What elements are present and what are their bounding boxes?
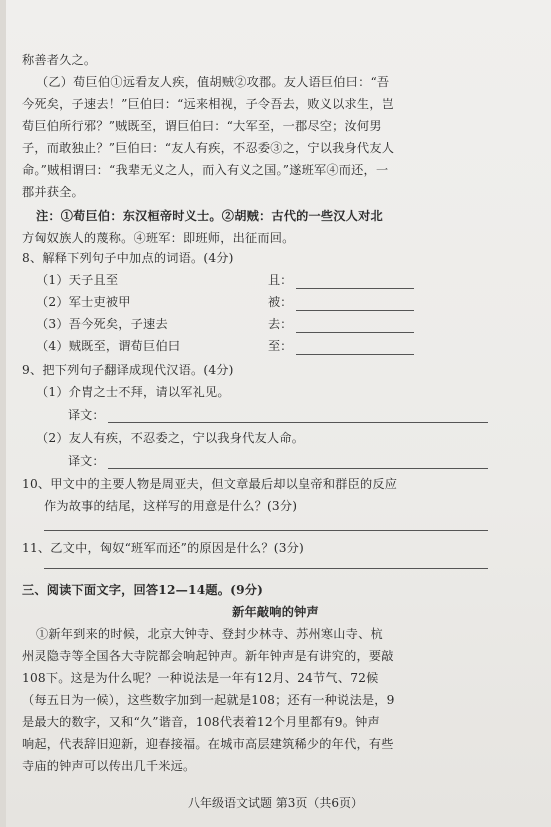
question-9-item: （1）介胄之士不拜，请以军礼见。 (36, 385, 230, 399)
paragraph-1: 是最大的数字，又和“久”谐音，108代表着12个月里都有9。钟声 (22, 715, 380, 729)
question-9-item: （2）友人有疾，不忍委之，宁以我身代友人命。 (36, 431, 305, 445)
question-11: 11、乙文中，匈奴“班军而还”的原因是什么？(3分) (22, 541, 304, 555)
question-9: 9、把下列句子翻译成现代汉语。(4分) (22, 363, 234, 377)
answer-blank[interactable] (44, 530, 488, 531)
question-8-item: （2）军士吏被甲 (36, 295, 131, 309)
page-edge-shadow (0, 0, 6, 827)
answer-blank[interactable] (296, 354, 414, 355)
translation-label: 译文： (68, 454, 105, 468)
answer-blank[interactable] (108, 468, 488, 469)
passage-b-line: 子，而敢独止？”巨伯曰：“友人有疾，不忍委③之，宁以我身代友人 (22, 141, 395, 155)
question-8-key: 且： (268, 273, 293, 287)
passage-b-line: 命。”贼相谓曰：“我辈无义之人，而入有义之国。”遂班军④而还，一 (22, 163, 389, 177)
answer-blank[interactable] (296, 332, 414, 333)
annotation-note: 注：①荀巨伯：东汉桓帝时义士。②胡贼：古代的一些汉人对北 (36, 209, 383, 223)
question-8-item: （4）贼既至，谓荀巨伯曰 (36, 339, 181, 353)
text-line: 称善者久之。 (22, 53, 97, 67)
paragraph-1: （每五日为一候），这些数字加到一起就是108；还有一种说法是，9 (22, 693, 395, 707)
answer-blank[interactable] (296, 310, 414, 311)
question-10: 10、甲文中的主要人物是周亚夫，但文章最后却以皇帝和群臣的反应 (22, 477, 398, 491)
paragraph-1: 寺庙的钟声可以传出几千米远。 (22, 759, 196, 773)
translation-label: 译文： (68, 408, 105, 422)
section-three-heading: 三、阅读下面文字，回答12—14题。(9分) (22, 583, 264, 597)
question-8-key: 被： (268, 295, 293, 309)
annotation-note: 方匈奴族人的蔑称。④班军：即班师，出征而回。 (22, 231, 295, 245)
answer-blank[interactable] (44, 568, 488, 569)
article-title: 新年敲响的钟声 (232, 605, 319, 619)
question-10: 作为故事的结尾，这样写的用意是什么？(3分) (44, 499, 298, 513)
paragraph-1: 响起，代表辞旧迎新，迎春接福。在城市高层建筑稀少的年代，有些 (22, 737, 394, 751)
question-8-key: 去： (268, 317, 293, 331)
question-8: 8、解释下列句子中加点的词语。(4分) (22, 251, 234, 265)
question-8-item: （1）天子且至 (36, 273, 119, 287)
passage-b-line: 郡并获全。 (22, 185, 84, 199)
answer-blank[interactable] (108, 422, 488, 423)
passage-b-line: 今死矣，子速去！”巨伯曰：“远来相视，子令吾去，败义以求生，岂 (22, 97, 395, 111)
question-8-key: 至： (268, 339, 293, 353)
passage-b-line: 荀巨伯所行邪？”贼既至，谓巨伯曰：“大军至，一郡尽空；汝何男 (22, 119, 382, 133)
question-8-item: （3）吾今死矣，子速去 (36, 317, 168, 331)
paragraph-1: 108下。这是为什么呢？一种说法是一年有12月、24节气、72候 (22, 671, 379, 685)
page-footer: 八年级语文试题 第3页（共6页） (187, 796, 364, 810)
paragraph-1: 州灵隐寺等全国各大寺院都会响起钟声。新年钟声是有讲究的，要敲 (22, 649, 394, 663)
passage-b-line: （乙）荀巨伯①远看友人疾，值胡贼②攻郡。友人语巨伯曰：“吾 (36, 75, 390, 89)
answer-blank[interactable] (296, 288, 414, 289)
paragraph-1: ①新年到来的时候，北京大钟寺、登封少林寺、苏州寒山寺、杭 (36, 627, 383, 641)
